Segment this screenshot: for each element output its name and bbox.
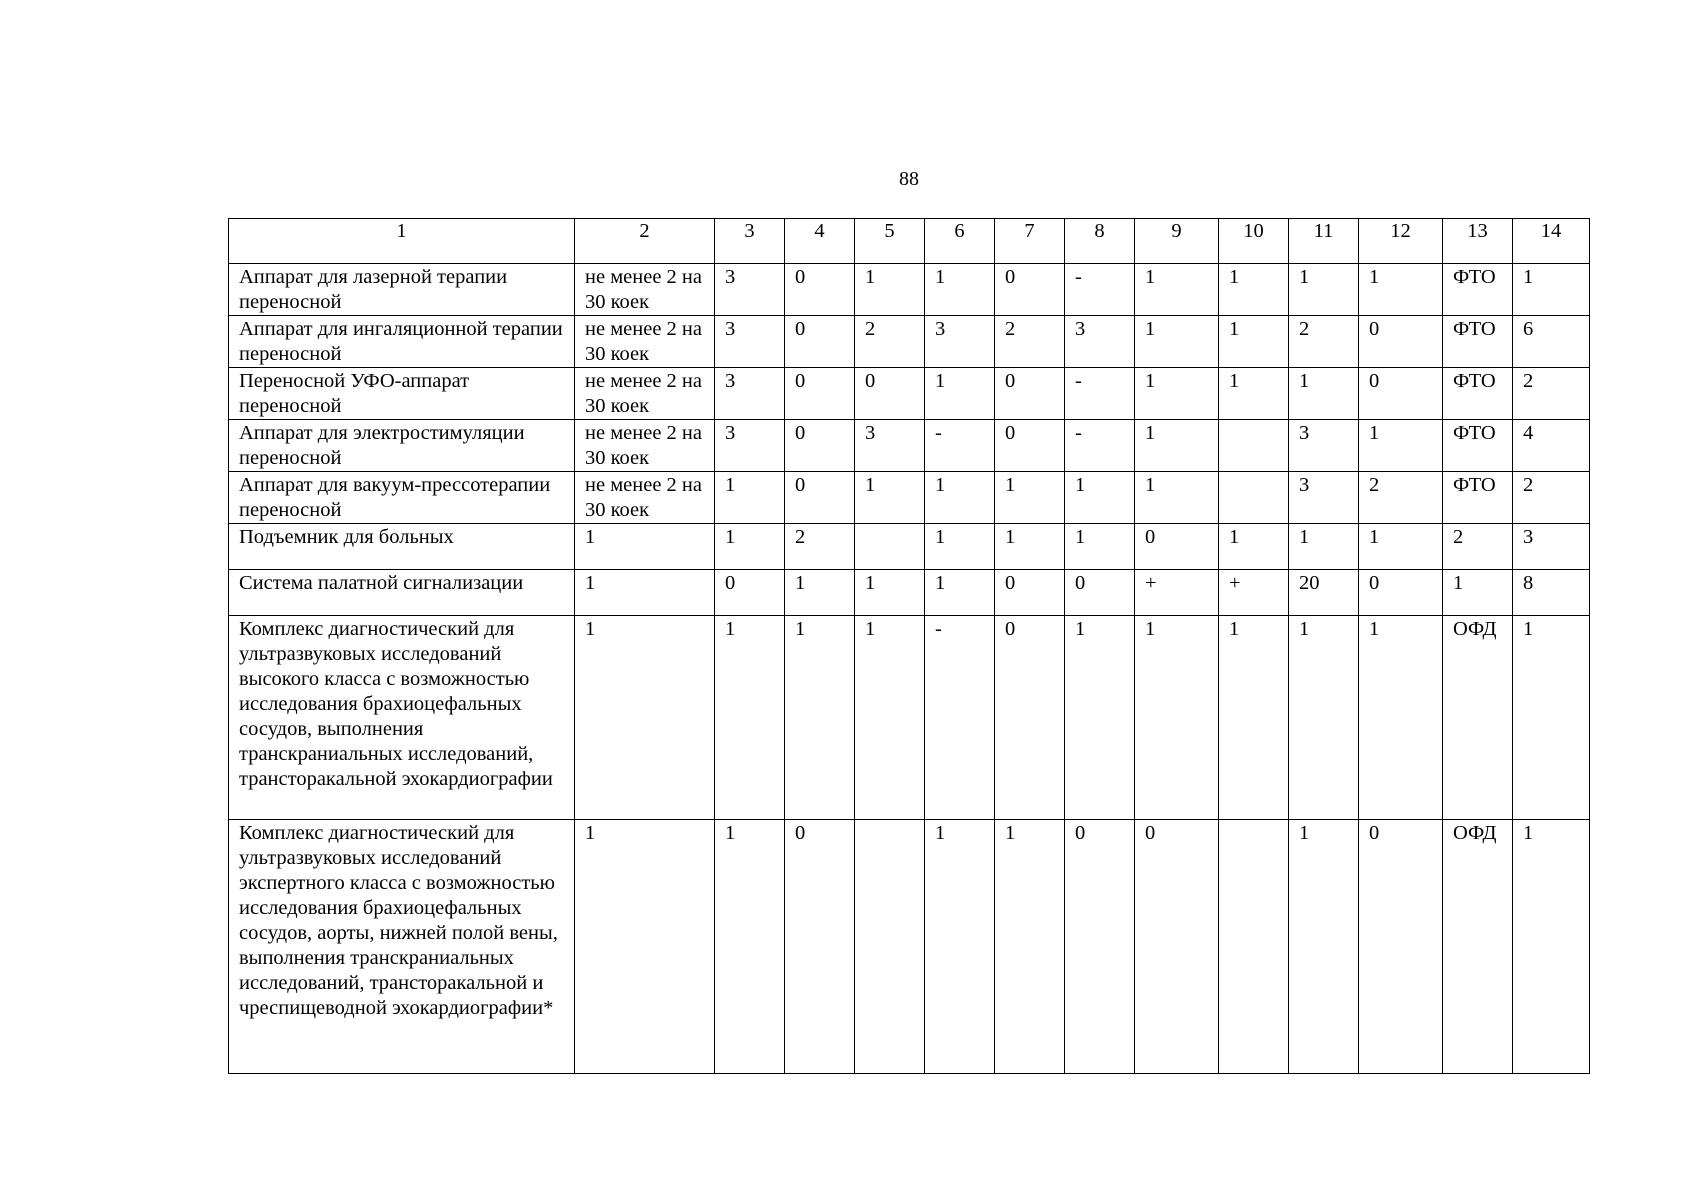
table-row (229, 616, 1590, 820)
table-cell: 3 (715, 316, 785, 368)
table-row (229, 524, 1590, 570)
table-cell: 8 (1513, 570, 1590, 616)
equipment-name-cell: Комплекс диагностический для ультразвуковых исследований высокого класса с возможностью исследования брахиоцефальных сосудов, выполнения транскраниальных исследований, трансторакальной эхокардиографии (229, 616, 575, 820)
table-cell (855, 524, 925, 570)
table-cell: 1 (715, 616, 785, 820)
table-cell: 0 (995, 264, 1065, 316)
table-cell: 3 (715, 264, 785, 316)
table-cell: 1 (995, 472, 1065, 524)
table-cell: 3 (925, 316, 995, 368)
table-cell: 0 (1359, 820, 1443, 1074)
table-cell: 0 (1135, 524, 1219, 570)
table-cell: - (1065, 264, 1135, 316)
table-cell: 1 (925, 820, 995, 1074)
equipment-name-cell: Переносной УФО-аппарат переносной (229, 368, 575, 420)
table-cell: 1 (785, 570, 855, 616)
table-cell: 1 (1219, 264, 1289, 316)
table-cell: 0 (1359, 570, 1443, 616)
table-cell: 1 (925, 524, 995, 570)
table-cell: 1 (575, 524, 715, 570)
table-cell: 0 (785, 472, 855, 524)
table-cell: 1 (925, 570, 995, 616)
table-cell: 1 (1359, 420, 1443, 472)
table-cell: 2 (995, 316, 1065, 368)
table-cell: + (1135, 570, 1219, 616)
equipment-name-cell: Аппарат для ингаляционной терапии переносной (229, 316, 575, 368)
table-row (229, 820, 1590, 1074)
table-cell: 1 (1513, 264, 1590, 316)
table-cell: не менее 2 на 30 коек (575, 420, 715, 472)
header-cell: 11 (1289, 219, 1359, 264)
table-cell: 0 (1359, 316, 1443, 368)
table-cell: ФТО (1443, 316, 1513, 368)
table-cell: 0 (785, 368, 855, 420)
table-cell: 3 (715, 368, 785, 420)
table-cell: 1 (1065, 616, 1135, 820)
table-cell: 1 (715, 524, 785, 570)
table-cell: 2 (1513, 472, 1590, 524)
table-cell: 1 (1135, 316, 1219, 368)
table-cell: 1 (1135, 472, 1219, 524)
table-cell: 1 (715, 472, 785, 524)
table-cell: 1 (1513, 616, 1590, 820)
table-cell: - (925, 420, 995, 472)
table-cell: 1 (1513, 820, 1590, 1074)
table-cell: 3 (1065, 316, 1135, 368)
table-cell: 0 (785, 420, 855, 472)
table-cell: 1 (715, 820, 785, 1074)
table-cell: + (1219, 570, 1289, 616)
table-cell: 1 (1359, 264, 1443, 316)
table-cell: 1 (1359, 616, 1443, 820)
table-cell: 3 (1289, 420, 1359, 472)
table-cell: ФТО (1443, 368, 1513, 420)
table-cell: - (1065, 420, 1135, 472)
table-cell: 0 (855, 368, 925, 420)
table-cell: 2 (855, 316, 925, 368)
header-cell: 8 (1065, 219, 1135, 264)
table-cell: 3 (1289, 472, 1359, 524)
table-cell (1219, 820, 1289, 1074)
table-cell: 3 (855, 420, 925, 472)
table-cell: 0 (995, 616, 1065, 820)
table-cell: ФТО (1443, 264, 1513, 316)
table-cell: 1 (855, 264, 925, 316)
table-cell: 0 (1359, 368, 1443, 420)
equipment-name-cell: Аппарат для вакуум-прессотерапии переносной (229, 472, 575, 524)
header-cell: 3 (715, 219, 785, 264)
table-cell: 6 (1513, 316, 1590, 368)
table-cell: 1 (1135, 420, 1219, 472)
table-cell: 1 (1219, 524, 1289, 570)
table-cell (855, 820, 925, 1074)
table-cell: 1 (855, 616, 925, 820)
table-cell: 4 (1513, 420, 1590, 472)
table-row (229, 264, 1590, 316)
table-cell: ФТО (1443, 420, 1513, 472)
table-cell: 1 (785, 616, 855, 820)
table-cell: не менее 2 на 30 коек (575, 264, 715, 316)
table-cell: 2 (1289, 316, 1359, 368)
table-cell: 2 (1513, 368, 1590, 420)
table-row (229, 472, 1590, 524)
table-cell: 0 (785, 820, 855, 1074)
table-cell (1219, 420, 1289, 472)
table-cell: 0 (715, 570, 785, 616)
table-cell: 1 (995, 820, 1065, 1074)
table-cell: 1 (855, 570, 925, 616)
header-cell: 2 (575, 219, 715, 264)
header-cell: 6 (925, 219, 995, 264)
table-cell: 1 (1289, 264, 1359, 316)
table-row (229, 420, 1590, 472)
equipment-name-cell: Система палатной сигнализации (229, 570, 575, 616)
table-cell: 1 (575, 820, 715, 1074)
table-cell: 1 (1289, 524, 1359, 570)
table-cell: не менее 2 на 30 коек (575, 316, 715, 368)
table-header-row (229, 219, 1590, 264)
table-row (229, 368, 1590, 420)
table-cell: 1 (1289, 616, 1359, 820)
header-cell: 7 (995, 219, 1065, 264)
equipment-name-cell: Аппарат для электростимуляции переносной (229, 420, 575, 472)
table-cell: - (925, 616, 995, 820)
table-cell: не менее 2 на 30 коек (575, 472, 715, 524)
table-cell: 1 (1219, 616, 1289, 820)
header-cell: 5 (855, 219, 925, 264)
table-cell: 1 (1135, 264, 1219, 316)
table-cell: 1 (1219, 368, 1289, 420)
equipment-name-cell: Аппарат для лазерной терапии переносной (229, 264, 575, 316)
table-cell: 0 (1065, 570, 1135, 616)
table-cell: 1 (575, 570, 715, 616)
table-cell: 1 (995, 524, 1065, 570)
table-cell: ОФД (1443, 820, 1513, 1074)
table-cell: - (1065, 368, 1135, 420)
table-cell: 1 (1443, 570, 1513, 616)
page-number: 88 (899, 168, 919, 190)
table-cell: 2 (1443, 524, 1513, 570)
equipment-table (228, 218, 1590, 1074)
table-cell: 1 (925, 472, 995, 524)
table-cell: ОФД (1443, 616, 1513, 820)
header-cell: 4 (785, 219, 855, 264)
table-cell: ФТО (1443, 472, 1513, 524)
table-cell: 1 (855, 472, 925, 524)
table-cell: 0 (1135, 820, 1219, 1074)
table-cell: 3 (715, 420, 785, 472)
header-cell: 12 (1359, 219, 1443, 264)
header-cell: 14 (1513, 219, 1590, 264)
table-cell: 1 (1065, 472, 1135, 524)
table-cell: 3 (1513, 524, 1590, 570)
table-row (229, 570, 1590, 616)
table-cell: 0 (1065, 820, 1135, 1074)
table-cell: 1 (1359, 524, 1443, 570)
table-cell: 0 (785, 316, 855, 368)
table-cell: 1 (1065, 524, 1135, 570)
table-cell: 0 (995, 570, 1065, 616)
table-cell: 1 (1289, 820, 1359, 1074)
table-row (229, 316, 1590, 368)
table-cell: не менее 2 на 30 коек (575, 368, 715, 420)
table-cell: 1 (925, 368, 995, 420)
table-body (229, 219, 1590, 1074)
table-cell (1219, 472, 1289, 524)
equipment-name-cell: Комплекс диагностический для ультразвуковых исследований экспертного класса с возможностью исследования брахиоцефальных сосудов, аорты, нижней полой вены, выполнения транскраниальных исследований, трансторакальной и чреспищеводной эхокардиографии* (229, 820, 575, 1074)
table-cell: 0 (785, 264, 855, 316)
table-cell: 2 (785, 524, 855, 570)
table-cell: 0 (995, 368, 1065, 420)
header-cell: 13 (1443, 219, 1513, 264)
table-cell: 1 (1135, 368, 1219, 420)
table-cell: 1 (1135, 616, 1219, 820)
table-cell: 1 (575, 616, 715, 820)
header-cell: 9 (1135, 219, 1219, 264)
table-cell: 2 (1359, 472, 1443, 524)
header-cell: 1 (229, 219, 575, 264)
table-cell: 0 (995, 420, 1065, 472)
header-cell: 10 (1219, 219, 1289, 264)
table-cell: 1 (1219, 316, 1289, 368)
table-cell: 1 (925, 264, 995, 316)
table-cell: 1 (1289, 368, 1359, 420)
equipment-name-cell: Подъемник для больных (229, 524, 575, 570)
table-cell: 20 (1289, 570, 1359, 616)
